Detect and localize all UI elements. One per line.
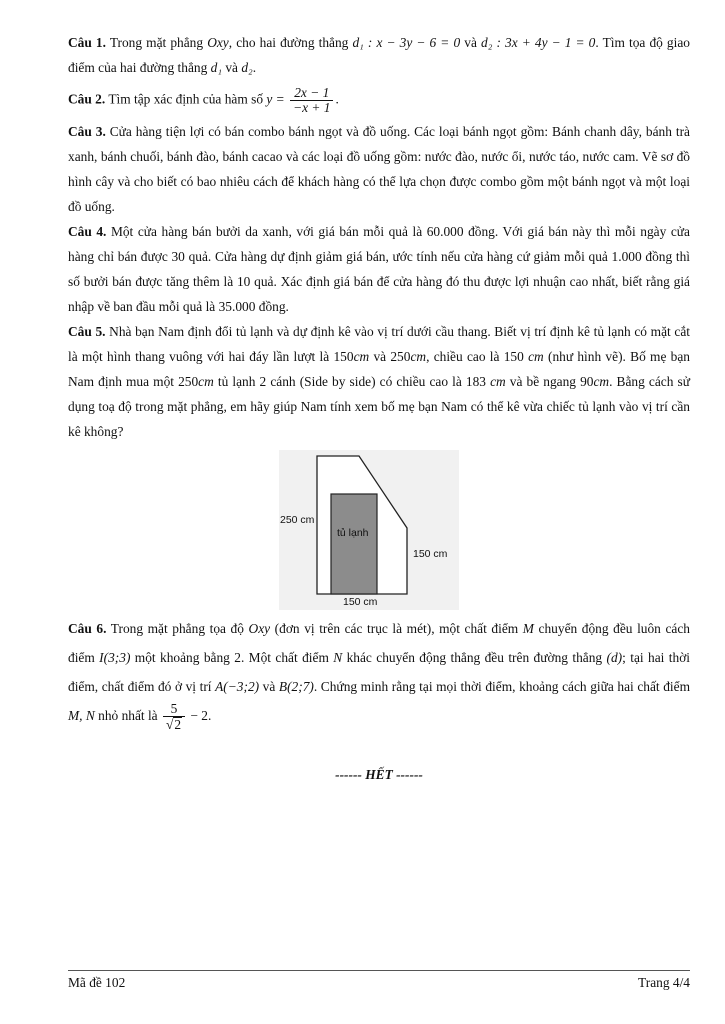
line-d1-equation: d₁ : x − 3y − 6 = 0 [352,35,461,50]
question-number: Câu 6. [68,621,107,636]
page-number: Trang 4/4 [638,975,690,990]
question-number: Câu 1. [68,35,106,50]
question-number: Câu 3. [68,124,106,139]
function-fraction: $\frac{2x - 1}{-x + 1}$ [290,86,333,115]
end-marker: ------ HẾT ------ [335,766,423,782]
question-number: Câu 4. [68,224,107,239]
question-5: Câu 5. Nhà bạn Nam định đổi tủ lạnh và dự định kê vào vị trí dưới cầu thang. Biết vị trí định kê tủ lạnh có mặt cắt là một hình thang vuông với hai đáy lần lượt là 150cm và 250cm, chiều cao là 150 cm (như hình vẽ). Bố mẹ bạn Nam định mua một 250cm tủ lạnh 2 cánh (Side by side) có chiều cao là 183 cm và bề ngang 90cm. Bằng cách sử dụng toạ độ trong mặt phẳng, em hãy giúp Nam tính xem bố mẹ bạn Nam có thể kê vừa chiếc tủ lạnh vào vị trí cần kê không? [68,324,691,439]
line-d2-equation: d₂ : 3x + 4y − 1 = 0 [481,35,596,50]
question-4: Câu 4. Một cửa hàng bán bưởi da xanh, với giá bán mỗi quả là 60.000 đồng. Với giá bán này thì mỗi ngày cửa hàng chỉ bán được 30 quả. Cửa hàng dự định giảm giá bán, ước tính nếu cửa hàng cứ giảm mỗi quả 1.000 đồng thì số bưởi bán được tăng thêm là 10 quả. Xác định giá bán để cửa hàng đó thu được lợi nhuận cao nhất, biết rằng giá nhập về ban đầu mỗi quả là 35.000 đồng. [68,224,690,314]
trapezoid-diagram [279,450,459,610]
question-6: Câu 6. Trong mặt phẳng tọa độ Oxy (đơn vị trên các trục là mét), một chất điểm M chuyển động đều luôn cách điểm I(3;3) một khoảng bằng 2. Một chất điểm N khác chuyển động thẳng đều trên đường thẳng (d); tại hai thời điểm, chất điểm đó ở vị trí A(−3;2) và B(2;7). Chứng minh rằng tại mọi thời điểm, khoảng cách giữa hai chất điểm M, N nhỏ nhất là $\frac{5}{√2}$ − 2. [68,621,691,732]
fridge-rect [331,494,377,594]
exam-code: Mã đề 102 [68,975,126,990]
label-fridge: tủ lạnh [337,527,369,539]
question-2: Câu 2. Tìm tập xác định của hàm số y = $\frac{2x - 1}{-x + 1}$ . [68,85,339,115]
question-number: Câu 5. [68,324,106,339]
label-right-height: 150 cm [413,548,448,560]
label-left-height: 250 cm [280,514,315,526]
staircase-fridge-figure [279,450,459,610]
question-number: Câu 2. [68,91,106,107]
question-3: Câu 3. Cửa hàng tiện lợi có bán combo bánh ngọt và đồ uống. Các loại bánh ngọt gồm: Bánh chanh dây, bánh trà xanh, bánh chuối, bánh đào, bánh cacao và các loại đồ uống gồm: nước đào, nước ổi, nước táo, nước cam. Vẽ sơ đồ hình cây và cho biết có bao nhiêu cách để khách hàng có thể lựa chọn được combo gồm một bánh ngọt và một loại đồ uống. [68,124,690,214]
exam-page [68,30,690,800]
question-1: Câu 1. Trong mặt phẳng Oxy, cho hai đường thẳng d₁ : x − 3y − 6 = 0 và d₂ : 3x + 4y − 1 = 0. Tìm tọa độ giao điểm của hai đường thẳng d₁ và d₂. [68,35,690,75]
page-footer [68,970,690,990]
label-bottom-width: 150 cm [343,596,378,608]
min-distance-fraction: $\frac{5}{√2}$ [163,702,185,732]
